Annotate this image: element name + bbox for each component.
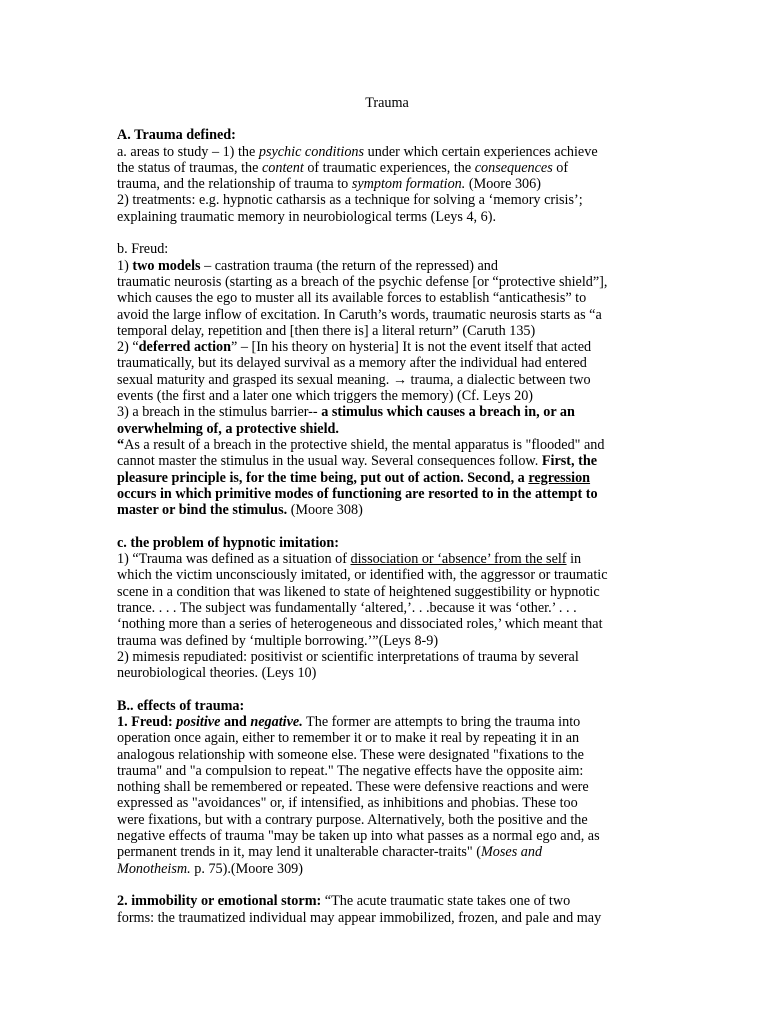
text-line: nothing shall be remembered or repeated. These were defensive reactions and were (117, 779, 589, 796)
text-line: 2) “deferred action” – [In his theory on hysteria] It is not the event itself that acted (117, 339, 592, 356)
text-line: traumatic neurosis (starting as a breach of the psychic defense [or “protective shield”], (117, 273, 608, 290)
text-line: analogous relationship with someone else. These were designated "fixations to the (117, 746, 584, 763)
paragraph-gap (117, 225, 657, 241)
text-line: forms: the traumatized individual may appear immobilized, frozen, and pale and may (117, 909, 602, 926)
text-line: trauma" and "a compulsion to repeat." The negative effects have the opposite aim: (117, 762, 584, 779)
text-line: avoid the large inflow of excitation. In Caruth’s words, traumatic neurosis starts as “a (117, 306, 602, 323)
text-line: were fixations, but with a contrary purpose. Alternatively, both the positive and the (117, 811, 588, 828)
text-line: overwhelming of, a protective shield. (117, 420, 339, 437)
text-line: negative effects of trauma "may be taken up into what passes as a normal ego and, as (117, 828, 600, 845)
subsection-b-heading: b. Freud: (117, 241, 169, 258)
text-line: trauma, and the relationship of trauma to symptom formation. (Moore 306) (117, 176, 541, 193)
text-line: expressed as "avoidances" or, if intensified, as inhibitions and phobias. These too (117, 795, 578, 812)
paragraph-gap (117, 877, 657, 893)
text-line: trance. . . . The subject was fundamentally ‘altered,’. . .because it was ‘other.’ . . . (117, 599, 577, 616)
text-line: 2. immobility or emotional storm: “The acute traumatic state takes one of two (117, 893, 571, 910)
quote-line: pleasure principle is, for the time being, put out of action. Second, a regression (117, 469, 591, 486)
arrow-icon: → (392, 371, 407, 388)
text-line: Monotheism. p. 75).(Moore 309) (117, 860, 303, 877)
text-line: operation once again, either to remember it or to make it real by repeating it in an (117, 730, 580, 747)
text-line: 2) treatments: e.g. hypnotic catharsis as a technique for solving a ‘memory crisis’; (117, 192, 583, 209)
paragraph-gap (117, 681, 657, 697)
text-line: 1. Freud: positive and negative. The former are attempts to bring the trauma into (117, 713, 581, 730)
page-title: Trauma (365, 95, 409, 111)
text-line: events (the first and a later one which triggers the memory) (Cf. Leys 20) (117, 388, 534, 405)
text-line: the status of traumas, the content of traumatic experiences, the consequences of (117, 159, 569, 176)
text-line: sexual maturity and grasped its sexual meaning. → trauma, a dialectic between two (117, 371, 591, 388)
section-b-heading: B.. effects of trauma: (117, 697, 245, 714)
text-line: trauma was defined by ‘multiple borrowing.’”(Leys 8-9) (117, 632, 439, 649)
text-line: 2) mimesis repudiated: positivist or scientific interpretations of trauma by several (117, 648, 579, 665)
text-line: which causes the ego to muster all its available forces to establish “anticathesis” to (117, 290, 587, 307)
quote-line: “As a result of a breach in the protective shield, the mental apparatus is "flooded" and (117, 436, 605, 453)
text-line: 3) a breach in the stimulus barrier-- a stimulus which causes a breach in, or an (117, 404, 575, 421)
document-page (117, 95, 657, 926)
text-line: neurobiological theories. (Leys 10) (117, 665, 317, 682)
text-line: scene in a condition that was likened to state of heightened suggestibility or hypnotic (117, 583, 600, 600)
text-line: a. areas to study – 1) the psychic conditions under which certain experiences achieve (117, 143, 598, 160)
quote-line: occurs in which primitive modes of functioning are resorted to in the attempt to (117, 485, 598, 502)
text-line: traumatically, but its delayed survival as a memory after the individual had entered (117, 355, 587, 372)
text-line: ‘nothing more than a series of heterogeneous and dissociated roles,’ which meant that (117, 616, 603, 633)
quote-line: master or bind the stimulus. (Moore 308) (117, 502, 363, 519)
text-line: temporal delay, repetition and [then there is] a literal return” (Caruth 135) (117, 322, 536, 339)
text-line: 1) two models – castration trauma (the return of the repressed) and (117, 257, 498, 274)
text-line: 1) “Trauma was defined as a situation of dissociation or ‘absence’ from the self in (117, 551, 582, 568)
section-a-heading: A. Trauma defined: (117, 127, 236, 144)
subsection-c-heading: c. the problem of hypnotic imitation: (117, 534, 339, 551)
text-line: permanent trends in it, may lend it unalterable character-traits" (Moses and (117, 844, 543, 861)
paragraph-gap (117, 518, 657, 534)
text-line: explaining traumatic memory in neurobiological terms (Leys 4, 6). (117, 208, 497, 225)
text-line: which the victim unconsciously imitated, or identified with, the aggressor or traumatic (117, 567, 608, 584)
quote-line: cannot master the stimulus in the usual way. Several consequences follow. First, the (117, 453, 598, 470)
